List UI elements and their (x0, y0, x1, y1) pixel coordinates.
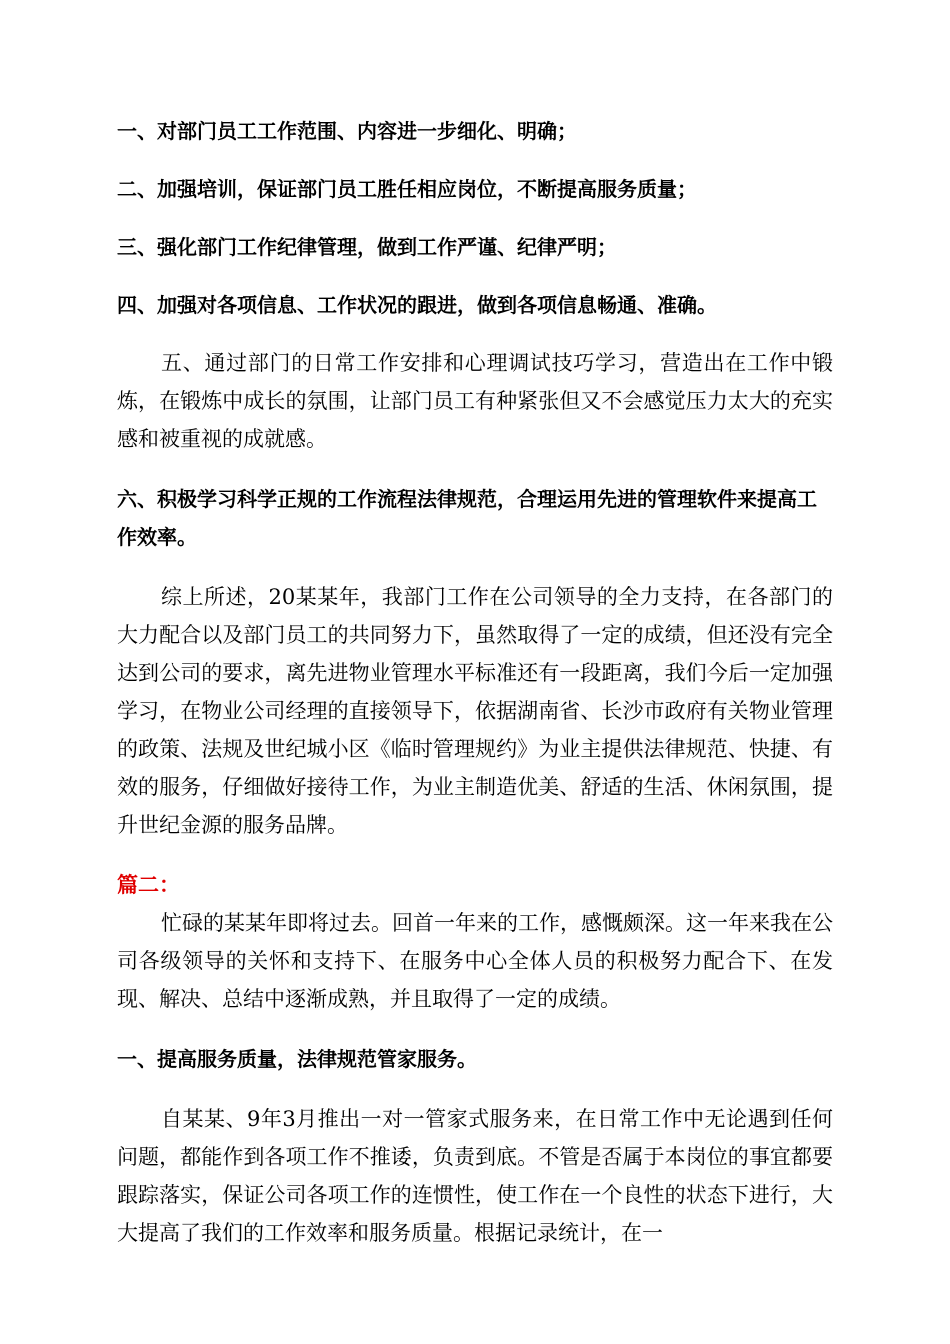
list-item-6: 六、积极学习科学正规的工作流程法律规范，合理运用先进的管理软件来提高工作效率。 (117, 487, 817, 549)
summary-paragraph: 综上所述，20某某年，我部门工作在公司领导的全力支持，在各部门的大力配合以及部门员工的共同努力下，虽然取得了一定的成绩，但还没有完全达到公司的要求，离先进物业管理水平标准还有一段距离，我们今后一定加强学习，在物业公司经理的直接领导下，依据湖南省、长沙市政府有关物业管理的政策、法规及世纪城小区《临时管理规约》为业主提供法律规范、快捷、有效的服务，仔细做好接待工作，为业主制造优美、舒适的生活、休闲氛围，提升世纪金源的服务品牌。 (117, 585, 833, 837)
list-item-5-paragraph: 五、通过部门的日常工作安排和心理调试技巧学习，营造出在工作中锻炼，在锻炼中成长的氛围，让部门员工有种紧张但又不会感觉压力太大的充实感和被重视的成就感。 (117, 351, 833, 451)
list-item-2: 二、加强培训，保证部门员工胜任相应岗位，不断提高服务质量； (117, 177, 697, 201)
section-intro-paragraph: 忙碌的某某年即将过去。回首一年来的工作，感慨颇深。这一年来我在公司各级领导的关怀和支持下、在服务中心全体人员的积极努力配合下、在发现、解决、总结中逐渐成熟，并且取得了一定的成绩。 (117, 911, 833, 1011)
section-title: 篇二： (117, 873, 180, 897)
document-page (117, 112, 833, 1252)
section-paragraph-1: 自某某、9年3月推出一对一管家式服务来，在日常工作中无论遇到任何问题，都能作到各项工作不推诿，负责到底。不管是否属于本岗位的事宜都要跟踪落实，保证公司各项工作的连惯性，使工作在一个良性的状态下进行，大大提高了我们的工作效率和服务质量。根据记录统计，在一 (117, 1107, 833, 1245)
list-item-4: 四、加强对各项信息、工作状况的跟进，做到各项信息畅通、准确。 (117, 293, 717, 317)
section-heading-1: 一、提高服务质量，法律规范管家服务。 (117, 1047, 477, 1071)
list-item-1: 一、对部门员工工作范围、内容进一步细化、明确； (117, 119, 577, 143)
list-item-3: 三、强化部门工作纪律管理，做到工作严谨、纪律严明； (117, 235, 617, 259)
